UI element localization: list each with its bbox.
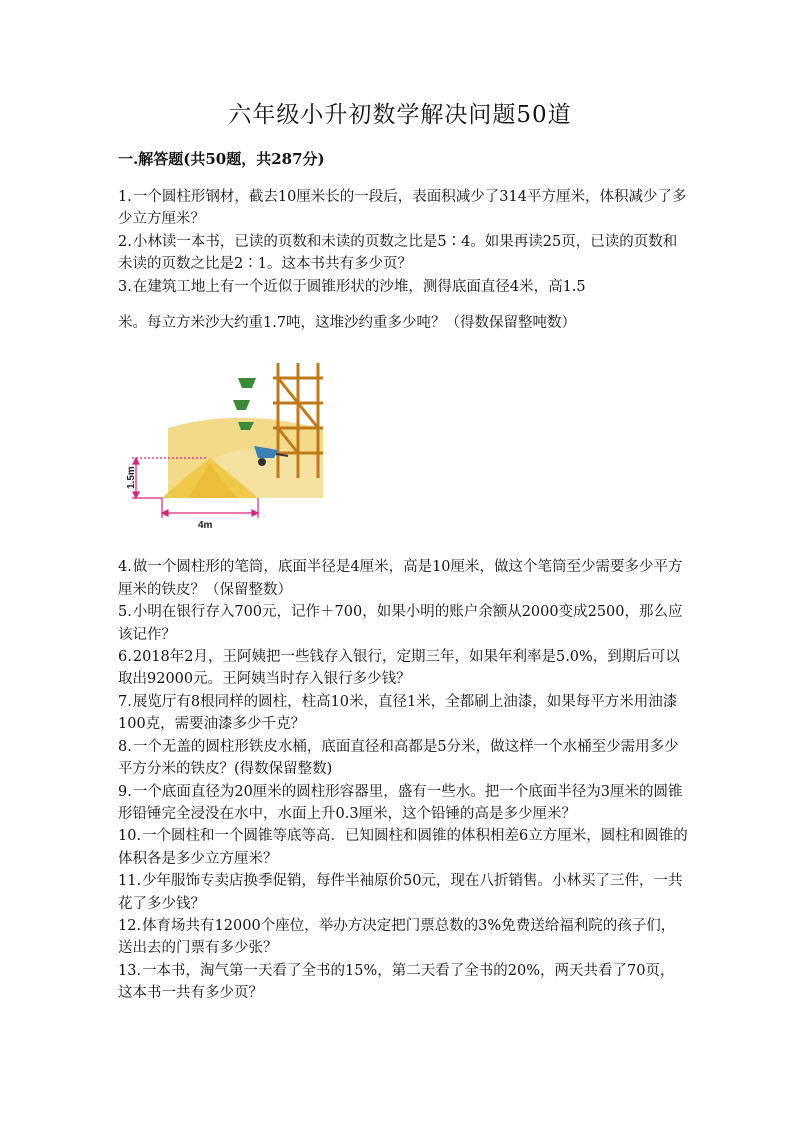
sand-pile-figure: [118, 344, 688, 544]
page-title: 六年级小升初数学解决问题50道: [228, 102, 572, 128]
question-13: 13.一本书，淘气第一天看了全书的15%，第二天看了全书的20%，两天共看了70页，这本书一共有多少页？: [118, 962, 675, 1002]
section-heading: 一.解答题(共50题，共287分): [118, 150, 325, 168]
question-4: 4.做一个圆柱形的笔筒，底面半径是4厘米，高是10厘米，做这个笔筒至少需要多少平方厘米的铁皮？（保留整数）: [118, 559, 683, 598]
question-8: 8.一个无盖的圆柱形铁皮水桶，底面直径和高都是5分米，做这样一个水桶至少需用多少平方分米的铁皮？(得数保留整数): [118, 738, 679, 778]
question-5: 5.小明在银行存入700元，记作＋700，如果小明的账户余额从2000变成2500，那么应该记作？: [118, 604, 683, 643]
question-10: 10.一个圆柱和一个圆锥等底等高．已知圆柱和圆锥的体积相差6立方厘米，圆柱和圆锥的体积各是多少立方厘米？: [118, 828, 688, 867]
question-2: 2.小林读一本书，已读的页数和未读的页数之比是5∶4。如果再读25页，已读的页数和未读的页数之比是2∶1。这本书共有多少页？: [118, 233, 678, 273]
question-6: 6.2018年2月，王阿姨把一些钱存入银行，定期三年，如果年利率是5.0%，到期后可以取出92000元。王阿姨当时存入银行多少钱？: [118, 649, 680, 688]
width-label: 4m: [198, 520, 213, 532]
question-3-continued: 米。每立方米沙大约重1.7吨，这堆沙约重多少吨？（得数保留整吨数）: [118, 315, 577, 332]
question-7: 7.展览厅有8根同样的圆柱，柱高10米，直径1米，全都刷上油漆，如果每平方米用油漆100克，需要油漆多少千克？: [118, 693, 678, 733]
question-9: 9.一个底面直径为20厘米的圆柱形容器里，盛有一些水。把一个底面半径为3厘米的圆锥形铅锤完全浸没在水中，水面上升0.3厘米，这个铅锤的高是多少厘米？: [118, 783, 683, 822]
sand-pile-illustration: [126, 358, 338, 532]
question-list: [118, 186, 688, 1005]
question-1: 1.一个圆柱形钢材，截去10厘米长的一段后，表面积减少了314平方厘米，体积减少了多少立方厘米？: [118, 189, 687, 228]
question-12: 12.体育场共有12000个座位，举办方决定把门票总数的3%免费送给福利院的孩子们，送出去的门票有多少张？: [118, 917, 676, 957]
question-11: 11.少年服饰专卖店换季促销，每件半袖原价50元，现在八折销售。小林买了三件，一共花了多少钱？: [118, 873, 683, 912]
height-label: 1.5m: [126, 466, 137, 490]
question-3: 3.在建筑工地上有一个近似于圆锥形状的沙堆，测得底面直径4米，高1.5: [118, 278, 586, 295]
